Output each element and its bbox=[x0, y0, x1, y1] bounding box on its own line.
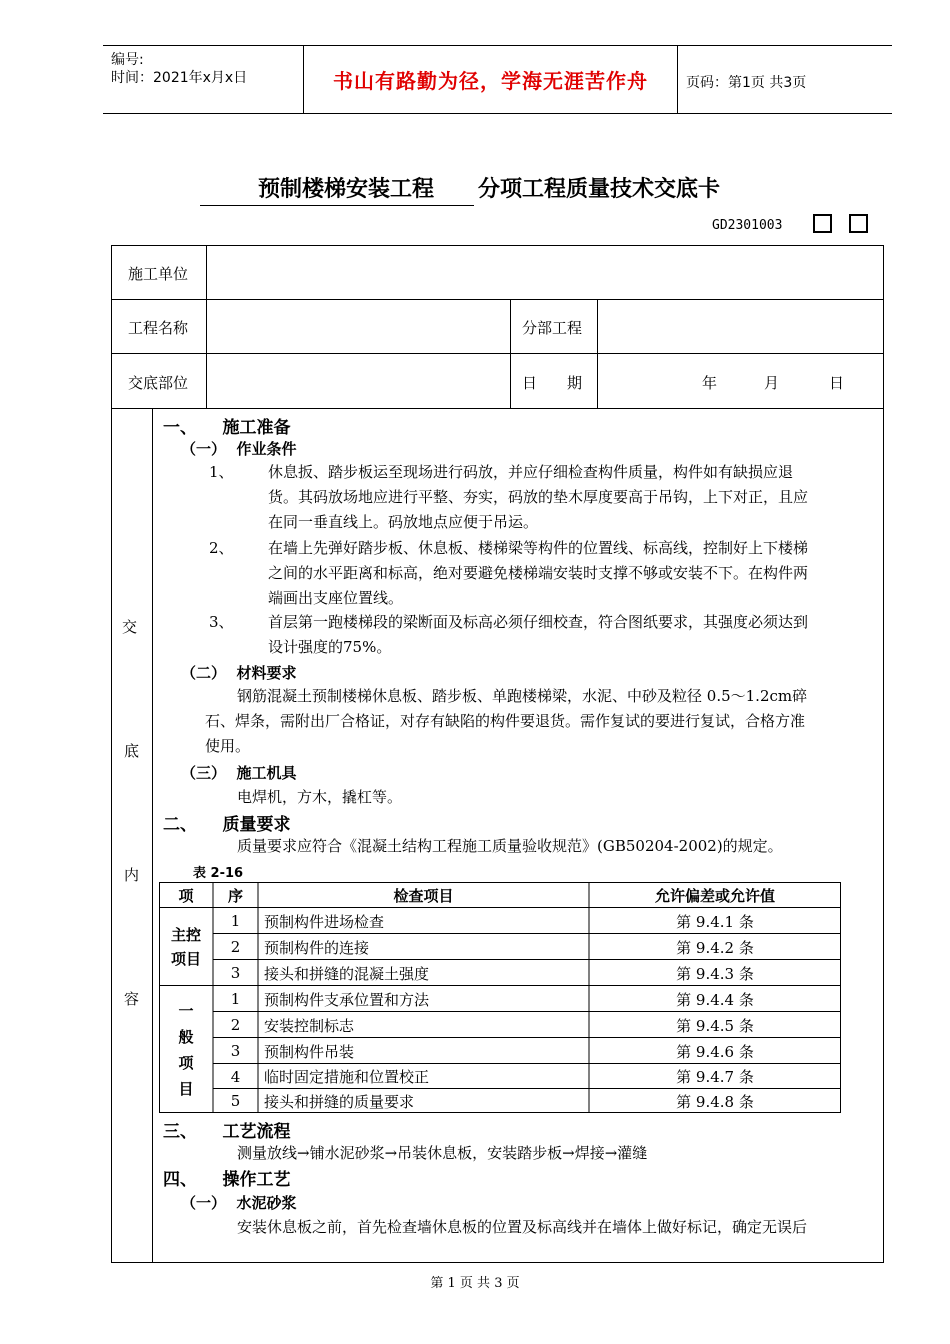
table-cell-value: 第 9.4.3 条 bbox=[676, 964, 754, 983]
form-row-rule bbox=[111, 353, 884, 354]
header-divider bbox=[677, 45, 678, 113]
form-col-rule bbox=[152, 408, 153, 1263]
table-cell-item: 预制构件吊装 bbox=[264, 1042, 355, 1061]
page-footer: 第 1 页 共 3 页 bbox=[430, 1276, 520, 1291]
label-construction-unit: 施工单位 bbox=[128, 265, 189, 283]
text-line: 端画出支座位置线。 bbox=[268, 589, 404, 607]
list-item-number: 1、 bbox=[209, 463, 234, 481]
table-cell-value: 第 9.4.2 条 bbox=[676, 938, 754, 957]
side-label-char: 容 bbox=[124, 990, 140, 1008]
table-cell-seq: 2 bbox=[230, 938, 241, 956]
subsection-heading: （一） 水泥砂浆 bbox=[181, 1194, 297, 1212]
checkbox-1[interactable] bbox=[813, 214, 832, 233]
inspection-table bbox=[159, 882, 841, 1113]
document-number-label: 编号: bbox=[111, 52, 144, 68]
list-item-text bbox=[268, 610, 878, 660]
list-item-number: 2、 bbox=[209, 539, 234, 557]
table-header: 项 bbox=[178, 886, 194, 905]
form-col-rule bbox=[597, 299, 598, 408]
table-header: 序 bbox=[227, 886, 243, 905]
table-cell-item: 预制构件进场检查 bbox=[264, 912, 385, 931]
section-heading: 四、 操作工艺 bbox=[163, 1170, 291, 1190]
table-cell-value: 第 9.4.5 条 bbox=[676, 1016, 754, 1035]
document-time: 时间：2021年x月x日 bbox=[111, 70, 248, 86]
list-item-text bbox=[268, 536, 878, 611]
checkbox-2[interactable] bbox=[849, 214, 868, 233]
text-line: 休息扳、踏步板运至现场进行码放，并应仔细检查构件质量，构件如有缺损应退 bbox=[268, 463, 794, 481]
text-line: 货。其码放场地应进行平整、夯实，码放的垫木厚度要高于吊钩，上下对正，且应 bbox=[268, 488, 809, 506]
table-cell-seq: 3 bbox=[230, 1042, 241, 1060]
text-line: 在同一垂直线上。码放地点应便于吊运。 bbox=[268, 513, 539, 531]
label-date: 日 期 bbox=[522, 374, 583, 392]
text-line: 在墙上先弹好踏步板、休息板、楼梯梁等构件的位置线、标高线，控制好上下楼梯 bbox=[268, 539, 809, 557]
form-col-rule bbox=[206, 245, 207, 408]
label-subproject: 分部工程 bbox=[522, 319, 583, 337]
title-card-name: 分项工程质量技术交底卡 bbox=[478, 177, 721, 202]
table-cell-item: 临时固定措施和位置校正 bbox=[264, 1068, 430, 1086]
text-line: 设计强度的75%。 bbox=[268, 638, 392, 656]
text-line: 钢筋混凝土预制楼梯休息板、踏步板、单跑楼梯梁，水泥、中砂及粒径 0.5～1.2cm碎 bbox=[237, 687, 808, 705]
table-cell-seq: 5 bbox=[230, 1092, 241, 1110]
table-cell-seq: 1 bbox=[230, 990, 241, 1008]
table-cell-value: 第 9.4.4 条 bbox=[676, 990, 754, 1009]
process-text: 测量放线→铺水泥砂浆→吊装休息板，安装踏步板→焊接→灌缝 bbox=[237, 1144, 648, 1162]
group-label-char: 目 bbox=[178, 1079, 194, 1098]
table-cell-item: 预制构件的连接 bbox=[264, 938, 370, 957]
motto: 书山有路勤为径，学海无涯苦作舟 bbox=[333, 68, 648, 93]
date-month: 月 bbox=[764, 374, 780, 392]
group-label-line: 项目 bbox=[170, 950, 201, 968]
subsection-heading: （三） 施工机具 bbox=[181, 764, 297, 782]
quality-text: 质量要求应符合《混凝土结构工程施工质量验收规范》(GB50204-2002)的规定。 bbox=[237, 837, 783, 855]
tools-text: 电焊机，方木，撬杠等。 bbox=[237, 788, 403, 806]
title-project-name: 预制楼梯安装工程 bbox=[200, 172, 474, 206]
date-year: 年 bbox=[702, 374, 718, 392]
form-row-rule bbox=[111, 299, 884, 300]
section-heading: 三、 工艺流程 bbox=[163, 1122, 291, 1142]
list-item-number: 3、 bbox=[209, 613, 234, 631]
mortar-text: 安装休息板之前，首先检查墙休息板的位置及标高线并在墙体上做好标记，确定无误后 bbox=[237, 1218, 808, 1236]
form-row-rule bbox=[111, 408, 884, 409]
label-location: 交底部位 bbox=[128, 374, 189, 392]
page-info: 页码：第1页 共3页 bbox=[686, 75, 807, 91]
form-col-rule bbox=[510, 299, 511, 408]
section-heading: 一、 施工准备 bbox=[163, 418, 291, 438]
table-cell-seq: 4 bbox=[230, 1067, 241, 1086]
label-project-name: 工程名称 bbox=[128, 319, 189, 337]
group-label-line: 主控 bbox=[170, 926, 201, 944]
text-line: 石、焊条，需附出厂合格证，对存有缺陷的构件要退货。需作复试的要进行复试，合格方准 bbox=[205, 712, 806, 730]
section-heading: 二、 质量要求 bbox=[163, 815, 291, 835]
group-general bbox=[159, 986, 213, 1113]
text-line: 使用。 bbox=[205, 737, 251, 755]
text-line: 之间的水平距离和标高，绝对要避免楼梯端安装时支撑不够或安装不下。在构件两 bbox=[268, 564, 809, 582]
side-label-char: 交 bbox=[122, 618, 138, 636]
header-bottom-rule bbox=[103, 113, 892, 114]
group-main-control bbox=[159, 908, 213, 986]
group-label-char: 般 bbox=[178, 1027, 194, 1046]
side-label-char: 底 bbox=[124, 742, 140, 760]
table-cell-seq: 3 bbox=[230, 964, 241, 982]
text-line: 首层第一跑楼梯段的梁断面及标高必须仔细校查，符合图纸要求，其强度必须达到 bbox=[268, 613, 809, 631]
table-cell-value: 第 9.4.6 条 bbox=[676, 1042, 754, 1061]
table-header: 检查项目 bbox=[393, 886, 454, 905]
table-cell-seq: 1 bbox=[230, 912, 241, 930]
group-label-char: 一 bbox=[178, 1001, 194, 1020]
side-label-char: 内 bbox=[124, 866, 140, 884]
table-cell-seq: 2 bbox=[230, 1016, 241, 1034]
table-header: 允许偏差或允许值 bbox=[654, 886, 775, 905]
table-caption: 表 2-16 bbox=[193, 866, 244, 881]
table-cell-item: 接头和拼缝的质量要求 bbox=[264, 1092, 415, 1111]
list-item-text bbox=[268, 460, 878, 535]
form-code: GD2301003 bbox=[712, 218, 783, 233]
table-cell-item: 预制构件支承位置和方法 bbox=[264, 990, 430, 1009]
group-label-char: 项 bbox=[178, 1053, 194, 1072]
table-cell-item: 安装控制标志 bbox=[264, 1016, 355, 1035]
table-cell-value: 第 9.4.8 条 bbox=[676, 1092, 754, 1111]
date-day: 日 bbox=[829, 374, 845, 392]
table-cell-value: 第 9.4.1 条 bbox=[676, 912, 754, 931]
page-title bbox=[200, 172, 720, 206]
table-cell-value: 第 9.4.7 条 bbox=[676, 1068, 754, 1086]
subsection-heading: （一） 作业条件 bbox=[181, 440, 297, 458]
subsection-heading: （二） 材料要求 bbox=[181, 664, 297, 682]
materials-text bbox=[205, 684, 880, 759]
table-cell-item: 接头和拼缝的混凝土强度 bbox=[264, 964, 430, 983]
